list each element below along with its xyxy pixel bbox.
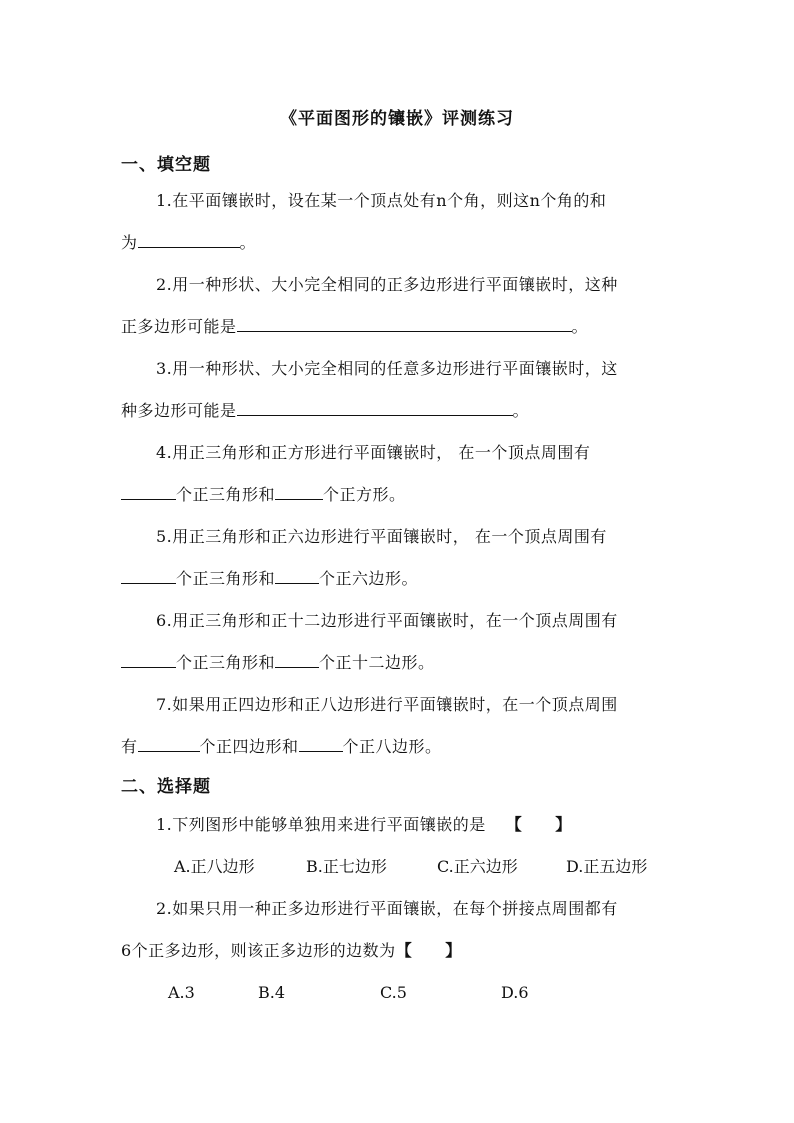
choice-q2-option-b[interactable]: B.4	[258, 983, 286, 1002]
fill-q3-prefix: 种多边形可能是	[121, 401, 237, 420]
choice-q1-option-c[interactable]: C.正六边形	[437, 857, 518, 876]
fill-q3-suffix: 。	[512, 401, 530, 420]
fill-q5-suffix: 个正六边形。	[319, 569, 419, 588]
fill-q6-line1: 6.用正三角形和正十二边形进行平面镶嵌时，在一个顶点周围有	[156, 611, 618, 630]
fill-q2-line1: 2.用一种形状、大小完全相同的正多边形进行平面镶嵌时，这种	[156, 275, 618, 294]
fill-q4-blank-2[interactable]	[275, 485, 323, 500]
fill-q3-line2	[121, 400, 529, 422]
fill-q6-blank-1[interactable]	[121, 653, 176, 668]
fill-q1-line1: 1.在平面镶嵌时，设在某一个顶点处有n个角，则这n个角的和	[156, 191, 607, 210]
fill-q2-prefix: 正多边形可能是	[121, 317, 237, 336]
choice-q2-options	[168, 982, 568, 1004]
fill-q7-suffix: 个正八边形。	[342, 737, 442, 756]
fill-q6-blank-2[interactable]	[275, 653, 319, 668]
page-title: 《平面图形的镶嵌》评测练习	[280, 109, 514, 129]
section-heading-fill: 一、填空题	[121, 155, 211, 175]
fill-q4-line2	[121, 484, 406, 506]
fill-q5-line2	[121, 568, 418, 590]
choice-q1-option-d[interactable]: D.正五边形	[566, 857, 648, 876]
fill-q3-blank[interactable]	[237, 401, 513, 416]
fill-q5-blank-1[interactable]	[121, 569, 176, 584]
choice-q2-answer-bracket[interactable]: 【 】	[395, 941, 462, 960]
choice-q1-option-a[interactable]: A.正八边形	[174, 857, 255, 876]
fill-q4-blank-1[interactable]	[121, 485, 176, 500]
fill-q4-mid: 个正三角形和	[176, 485, 276, 504]
fill-q5-blank-2[interactable]	[275, 569, 319, 584]
fill-q7-blank-2[interactable]	[299, 737, 343, 752]
choice-q2-option-a[interactable]: A.3	[168, 983, 195, 1002]
fill-q1-blank[interactable]	[138, 233, 240, 248]
fill-q6-suffix: 个正十二边形。	[319, 653, 435, 672]
choice-q2-line2	[121, 940, 462, 962]
fill-q4-line1: 4.用正三角形和正方形进行平面镶嵌时， 在一个顶点周围有	[156, 443, 591, 462]
fill-q1-prefix: 为	[121, 233, 138, 252]
choice-q1-option-b[interactable]: B.正七边形	[306, 857, 387, 876]
fill-q7-prefix: 有	[121, 737, 138, 756]
fill-q7-line2	[121, 736, 442, 758]
choice-q1-options	[174, 856, 674, 878]
fill-q7-line1: 7.如果用正四边形和正八边形进行平面镶嵌时，在一个顶点周围	[156, 695, 618, 714]
choice-q2-option-c[interactable]: C.5	[380, 983, 407, 1002]
fill-q5-line1: 5.用正三角形和正六边形进行平面镶嵌时， 在一个顶点周围有	[156, 527, 607, 546]
fill-q7-blank-1[interactable]	[138, 737, 200, 752]
fill-q1-suffix: 。	[239, 233, 257, 252]
fill-q6-line2	[121, 652, 435, 674]
choice-q1-answer-bracket[interactable]: 【 】	[505, 815, 572, 834]
fill-q4-suffix: 个正方形。	[323, 485, 406, 504]
fill-q1-line2	[121, 232, 256, 254]
fill-q2-suffix: 。	[571, 317, 589, 336]
fill-q5-mid: 个正三角形和	[176, 569, 276, 588]
fill-q3-line1: 3.用一种形状、大小完全相同的任意多边形进行平面镶嵌时，这	[156, 359, 618, 378]
fill-q2-line2	[121, 316, 588, 338]
section-heading-choice: 二、选择题	[121, 777, 211, 797]
choice-q2-option-d[interactable]: D.6	[501, 983, 529, 1002]
fill-q6-mid: 个正三角形和	[176, 653, 276, 672]
fill-q2-blank[interactable]	[237, 317, 572, 332]
choice-q2-text: 6个正多边形，则该正多边形的边数为	[121, 941, 396, 960]
fill-q7-mid: 个正四边形和	[199, 737, 299, 756]
choice-q1-text: 1.下列图形中能够单独用来进行平面镶嵌的是	[156, 815, 486, 834]
choice-q2-line1: 2.如果只用一种正多边形进行平面镶嵌，在每个拼接点周围都有	[156, 899, 618, 918]
choice-q1-stem	[156, 814, 572, 836]
